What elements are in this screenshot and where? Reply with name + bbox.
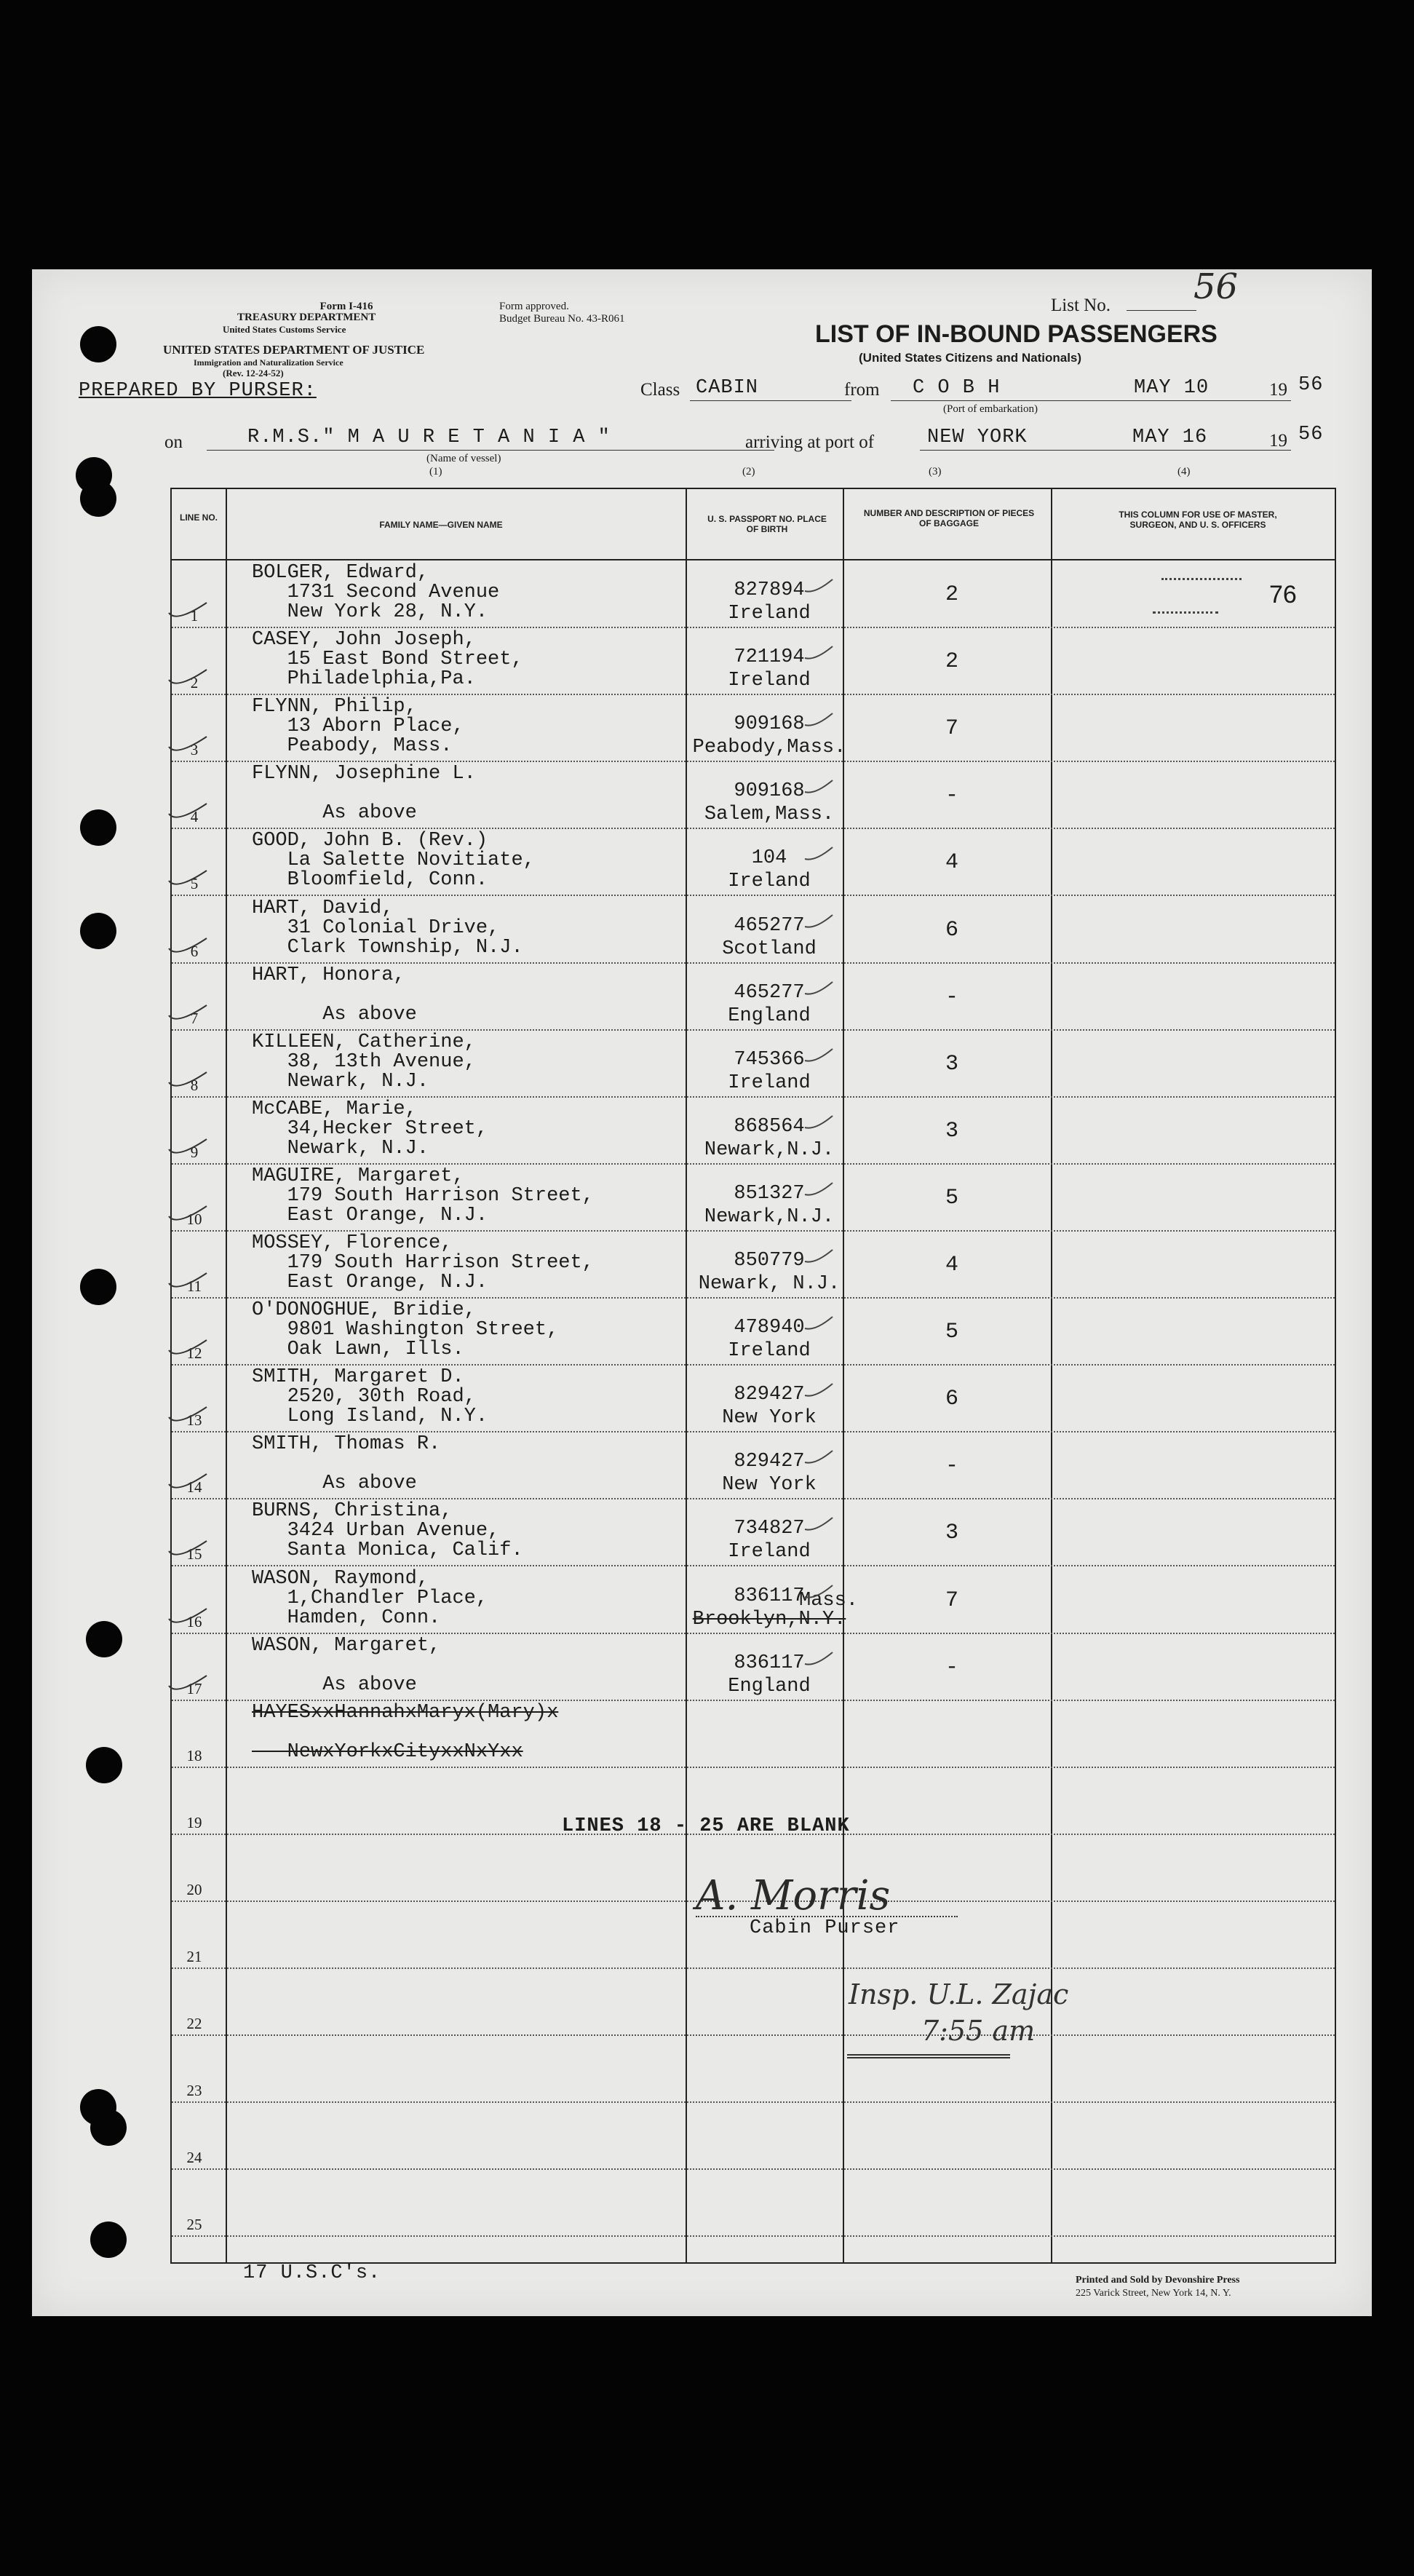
passenger-name: HART, David, 31 Colonial Drive, Clark Township, N.J. [252, 897, 523, 959]
punch-hole [80, 480, 116, 517]
line-number: 24 [186, 2149, 202, 2167]
passenger-name: GOOD, John B. (Rev.) La Salette Novitiate, Bloomfield, Conn. [252, 830, 535, 892]
check-mark-icon [166, 1068, 210, 1093]
passenger-table [170, 488, 1336, 2264]
line-number: 23 [186, 2082, 202, 2100]
form-number: Form I-416 [319, 301, 373, 312]
place-of-birth: Peabody,Mass. [692, 737, 846, 759]
check-mark-icon [803, 710, 840, 732]
passenger-name: SMITH, Margaret D. 2520, 30th Road, Long Island, N.Y. [252, 1366, 488, 1428]
passenger-name: WASON, Raymond, 1,Chandler Place, Hamden, Conn. [252, 1567, 488, 1629]
passenger-name: CASEY, John Joseph, 15 East Bond Street, Philadelphia,Pa. [252, 629, 523, 691]
line-number: 17 [186, 1679, 202, 1697]
passenger-name: HART, Honora, As above [252, 964, 417, 1026]
baggage-count: 6 [945, 1387, 958, 1412]
passport-number: 478940 [734, 1317, 805, 1339]
punch-hole [90, 2222, 127, 2258]
line-number: 7 [190, 1009, 199, 1027]
purser-signature: A. Morris [696, 1872, 891, 1919]
line-number: 4 [190, 808, 199, 826]
prepared-by-label: PREPARED BY PURSER: [79, 380, 317, 402]
passport-number: 104 [751, 847, 787, 870]
table-row [172, 963, 1335, 1031]
date-underline [1127, 400, 1291, 401]
arrival-underline [920, 450, 1138, 451]
table-row [172, 896, 1335, 964]
punch-hole [80, 809, 116, 846]
baggage-count: 2 [945, 582, 958, 607]
line-number: 16 [186, 1612, 202, 1630]
passenger-name: HAYESxxHannahxMaryx(Mary)x NewxYorkxCityxxNxYxx [252, 1701, 559, 1763]
line-number: 20 [186, 1880, 202, 1898]
passport-number: 868564 [734, 1115, 805, 1138]
punch-hole [86, 1621, 122, 1657]
header-officers: THIS COLUMN FOR USE OF MASTER, SURGEON, AND U. S. OFFICERS [1119, 510, 1277, 530]
vessel-underline [207, 450, 774, 451]
check-mark-icon [803, 912, 840, 934]
list-no-label: List No. [1051, 296, 1111, 315]
passenger-name: McCABE, Marie, 34,Hecker Street, Newark, N.J. [252, 1098, 488, 1160]
line-number: 5 [190, 875, 199, 893]
table-row [172, 1432, 1335, 1499]
arrival-year-prefix: 19 [1269, 431, 1287, 451]
baggage-count: 3 [945, 1521, 958, 1546]
punch-hole [80, 913, 116, 949]
passport-number: 850779 [734, 1250, 805, 1272]
line-number: 6 [190, 942, 199, 960]
check-mark-icon [166, 1135, 210, 1160]
check-mark-icon [803, 1515, 840, 1537]
passenger-name: BURNS, Christina, 3424 Urban Avenue, Santa Monica, Calif. [252, 1500, 523, 1562]
place-of-birth: Ireland [728, 1071, 811, 1094]
check-mark-icon [803, 1046, 840, 1068]
line-number: 3 [190, 741, 199, 759]
treasury-label: TREASURY DEPARTMENT [237, 312, 376, 323]
table-row [172, 2102, 1335, 2170]
check-mark-icon [803, 844, 840, 866]
line-number: 1 [190, 607, 199, 625]
table-row [172, 761, 1335, 829]
line-number: 22 [186, 2015, 202, 2033]
check-mark-icon [166, 1202, 210, 1226]
table-row [172, 560, 1335, 628]
passenger-name: O'DONOGHUE, Bridie, 9801 Washington Street, Oak Lawn, Ills. [252, 1299, 559, 1361]
table-row [172, 1365, 1335, 1432]
arrival-date-underline [1127, 450, 1291, 451]
check-mark-icon [803, 1381, 840, 1403]
line-number: 13 [186, 1411, 202, 1430]
line-number: 25 [186, 2216, 202, 2234]
printer-line-1: Printed and Sold by Devonshire Press [1076, 2275, 1240, 2286]
inspector-time: 7:55 am [921, 2015, 1036, 2047]
from-underline [891, 400, 1138, 401]
passenger-name: KILLEEN, Catherine, 38, 13th Avenue, Newark, N.J. [252, 1031, 476, 1093]
passport-number: 465277 [734, 914, 805, 937]
footer-count: 17 U.S.C's. [243, 2262, 381, 2284]
check-mark-icon [803, 979, 840, 1001]
check-mark-icon [166, 1001, 210, 1026]
departure-date: MAY 10 [1134, 377, 1210, 399]
check-mark-icon [166, 665, 210, 690]
table-row [172, 694, 1335, 762]
place-of-birth: England [728, 1004, 811, 1027]
check-mark-icon [166, 1336, 210, 1360]
vessel-caption: (Name of vessel) [426, 453, 501, 464]
check-mark-icon [166, 1269, 210, 1293]
passport-number: 829427 [734, 1451, 805, 1473]
table-row [172, 1633, 1335, 1701]
list-no-underline [1127, 310, 1196, 311]
budget-label: Budget Bureau No. 43-R061 [499, 313, 625, 325]
class-label: Class [640, 380, 680, 400]
approved-label: Form approved. [499, 301, 569, 312]
line-number: 15 [186, 1545, 202, 1564]
line-number: 8 [190, 1076, 199, 1094]
table-row [172, 627, 1335, 695]
baggage-count: - [945, 1654, 958, 1680]
col-num-4: (4) [1177, 466, 1191, 477]
baggage-count: 3 [945, 1051, 958, 1077]
arrival-date: MAY 16 [1132, 427, 1208, 448]
punch-hole [90, 2109, 127, 2146]
document-subtitle: (United States Citizens and Nationals) [859, 351, 1082, 365]
passport-number: 721194 [734, 646, 805, 669]
line-number: 21 [186, 1948, 202, 1965]
header-baggage: NUMBER AND DESCRIPTION OF PIECES OF BAGGAGE [863, 508, 1035, 528]
baggage-count: 6 [945, 917, 958, 943]
col-num-3: (3) [929, 466, 942, 477]
header-passport: U. S. PASSPORT NO. PLACE OF BIRTH [707, 514, 827, 534]
signature-title: Cabin Purser [750, 1917, 900, 1939]
check-mark-icon [166, 799, 210, 824]
line-number: 10 [186, 1210, 202, 1228]
table-row [172, 1566, 1335, 1634]
arrival-port: NEW YORK [927, 427, 1028, 448]
header-name: FAMILY NAME—GIVEN NAME [379, 520, 503, 530]
blank-lines-note: LINES 18 - 25 ARE BLANK [562, 1815, 850, 1837]
place-of-birth: New York [722, 1474, 817, 1497]
place-of-birth: Ireland [728, 1340, 811, 1363]
passport-number: 745366 [734, 1048, 805, 1071]
check-mark-icon [803, 643, 840, 665]
table-row [172, 1499, 1335, 1566]
punch-hole [86, 1747, 122, 1783]
table-row [172, 2035, 1335, 2103]
baggage-count: - [945, 1454, 958, 1479]
check-mark-icon [166, 1403, 210, 1427]
place-of-birth: England [728, 1675, 811, 1697]
passenger-name: WASON, Margaret, As above [252, 1634, 441, 1696]
baggage-count: 2 [945, 649, 958, 675]
baggage-count: 4 [945, 850, 958, 876]
check-mark-icon [803, 1247, 840, 1269]
line-number: 12 [186, 1344, 202, 1363]
check-mark-icon [803, 576, 840, 598]
table-row [172, 1700, 1335, 1768]
passenger-name: FLYNN, Philip, 13 Aborn Place, Peabody, Mass. [252, 696, 464, 758]
check-mark-icon [166, 598, 210, 623]
departure-year: 56 [1298, 374, 1324, 396]
revision-label: (Rev. 12-24-52) [223, 368, 284, 379]
baggage-count: 4 [945, 1253, 958, 1277]
line-number: 2 [190, 674, 199, 692]
from-label: from [844, 380, 880, 400]
justice-label: UNITED STATES DEPARTMENT OF JUSTICE [163, 343, 425, 357]
baggage-count: 3 [945, 1118, 958, 1144]
class-underline [690, 400, 851, 401]
passport-number: 465277 [734, 981, 805, 1004]
on-label: on [164, 432, 183, 452]
passenger-name: MAGUIRE, Margaret, 179 South Harrison Street, East Orange, N.J. [252, 1165, 594, 1226]
baggage-count: 7 [945, 1588, 958, 1613]
place-of-birth: Ireland [728, 871, 811, 893]
passport-number: 836117 [734, 1585, 805, 1607]
check-mark-icon [803, 777, 840, 799]
ins-label: Immigration and Naturalization Service [194, 357, 343, 368]
class-value: CABIN [696, 377, 759, 399]
passport-number: 851327 [734, 1182, 805, 1205]
check-mark-icon [166, 934, 210, 959]
inspector-note: Insp. U.L. Zajac [849, 1978, 1069, 2010]
check-mark-icon [803, 1582, 840, 1604]
baggage-count: 5 [945, 1320, 958, 1345]
passport-number: 827894 [734, 579, 805, 601]
list-number: 56 [1193, 266, 1239, 307]
check-mark-icon [803, 1649, 840, 1671]
passenger-name: FLYNN, Josephine L. As above [252, 763, 476, 825]
departure-year-prefix: 19 [1269, 380, 1287, 400]
table-row [172, 2169, 1335, 2237]
passport-number: 829427 [734, 1384, 805, 1406]
check-mark-icon [803, 1113, 840, 1135]
customs-label: United States Customs Service [223, 324, 346, 335]
place-of-birth: Newark, N.J. [698, 1273, 841, 1295]
place-of-birth: Newark,N.J. [704, 1205, 835, 1228]
check-mark-icon [803, 1314, 840, 1336]
line-number: 14 [186, 1478, 202, 1497]
passport-number: 836117 [734, 1652, 805, 1674]
table-row [172, 1968, 1335, 2036]
baggage-count: - [945, 783, 958, 809]
embarkation-caption: (Port of embarkation) [943, 403, 1038, 415]
officer-note: 76 [1269, 581, 1297, 609]
scribble-strike [847, 2054, 1010, 2058]
baggage-count: 5 [945, 1185, 958, 1210]
check-mark-icon [166, 1671, 210, 1696]
header-line-no: LINE NO. [179, 512, 218, 523]
place-of-birth: Ireland [728, 1541, 811, 1564]
table-row [172, 1097, 1335, 1165]
place-of-birth: Brooklyn,N.Y. [692, 1608, 846, 1630]
place-of-birth: Ireland [728, 670, 811, 692]
punch-hole [80, 1269, 116, 1305]
vessel-name: R.M.S." M A U R E T A N I A " [247, 427, 611, 448]
check-mark-icon [803, 1180, 840, 1202]
table-row [172, 828, 1335, 896]
table-row [172, 1298, 1335, 1366]
passport-number: 734827 [734, 1518, 805, 1540]
place-of-birth: Ireland [728, 603, 811, 625]
birth-correction: Mass. [799, 1589, 859, 1612]
punch-hole [80, 326, 116, 362]
baggage-count: - [945, 984, 958, 1010]
place-of-birth: Salem,Mass. [704, 804, 835, 826]
place-of-birth: New York [722, 1407, 817, 1430]
check-mark-icon [166, 732, 210, 757]
col-num-2: (2) [742, 466, 755, 477]
table-row [172, 1231, 1335, 1299]
document-title: LIST OF IN-BOUND PASSENGERS [815, 320, 1218, 348]
place-of-birth: Newark,N.J. [704, 1138, 835, 1161]
passenger-name: MOSSEY, Florence, 179 South Harrison Street, East Orange, N.J. [252, 1232, 594, 1293]
arriving-label: arriving at port of [745, 432, 875, 452]
passport-number: 909168 [734, 780, 805, 803]
passenger-name: SMITH, Thomas R. As above [252, 1433, 441, 1495]
arrival-year: 56 [1298, 424, 1324, 445]
check-mark-icon [803, 1448, 840, 1470]
printer-line-2: 225 Varick Street, New York 14, N. Y. [1076, 2288, 1231, 2299]
row-rule [172, 2235, 1335, 2238]
check-mark-icon [166, 1604, 210, 1629]
check-mark-icon [166, 1537, 210, 1561]
place-of-birth: Scotland [722, 938, 817, 960]
check-mark-icon [166, 866, 210, 891]
line-number: 18 [186, 1746, 202, 1764]
table-row [172, 1164, 1335, 1232]
line-number: 19 [186, 1813, 202, 1831]
check-mark-icon [166, 1470, 210, 1494]
baggage-count: 7 [945, 716, 958, 742]
table-row [172, 1030, 1335, 1098]
line-number: 9 [190, 1143, 199, 1161]
passenger-name: BOLGER, Edward, 1731 Second Avenue New York 28, N.Y. [252, 562, 500, 623]
col-num-1: (1) [429, 466, 442, 477]
embarkation-port: C O B H [913, 377, 1001, 399]
line-number: 11 [186, 1277, 202, 1295]
passport-number: 909168 [734, 713, 805, 736]
